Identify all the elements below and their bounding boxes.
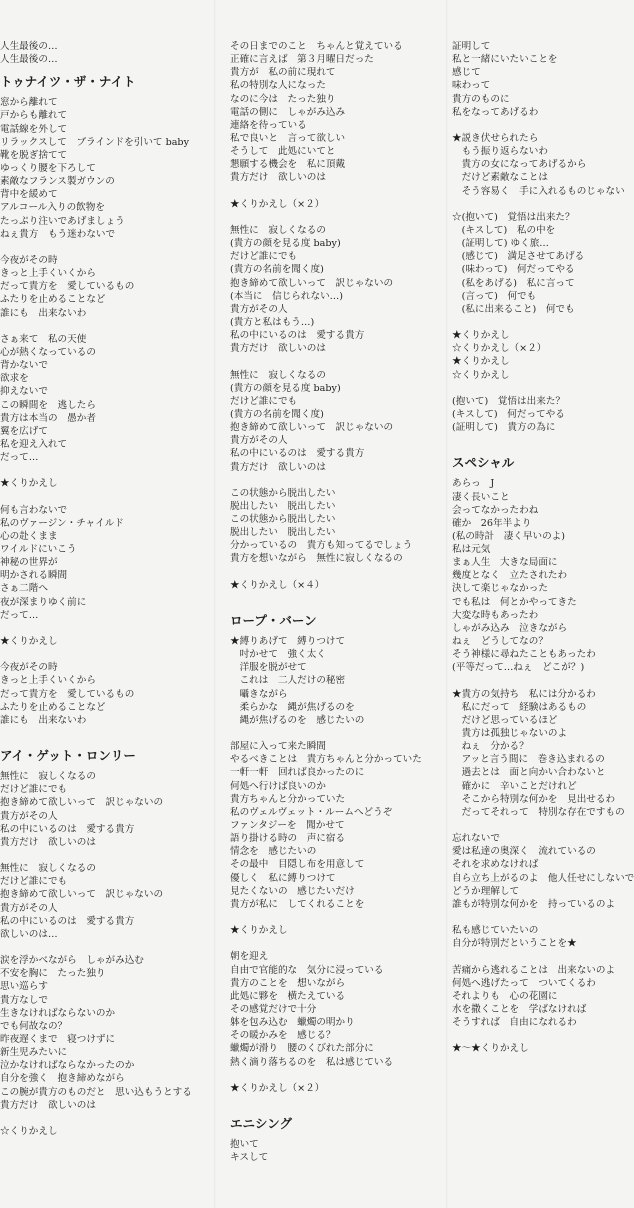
- lyric-line: ☆(抱いて) 覚悟は出来た？: [452, 211, 575, 223]
- lyric-line: だって貴方を 愛しているもの: [0, 688, 135, 700]
- lyric-line: 味わって: [452, 80, 491, 92]
- lyric-line: 貴方が 私の前に現れて: [230, 67, 336, 79]
- lyric-line: 背かないで: [0, 360, 48, 372]
- lyric-line: ☆くりかえし: [452, 369, 510, 381]
- lyric-line: 感じて: [452, 67, 481, 79]
- lyric-line: 貴方を想いながら 無性に寂しくなるの: [230, 553, 403, 565]
- lyric-line: ☆くりかえし: [0, 1125, 58, 1137]
- stanza-gap: [230, 911, 455, 924]
- lyric-line: さぁ来て 私の天使: [0, 333, 87, 345]
- lyric-line: 見たくないの 感じたいだけ: [230, 885, 355, 897]
- stanza-gap: [230, 474, 455, 487]
- lyric-line: (貴方の顔を見る度 baby): [230, 238, 341, 250]
- lyric-line: ☆くりかえし（×２）: [452, 343, 547, 355]
- lyric-line: (感じて) 満足させてあげる: [452, 251, 585, 263]
- lyric-line: 分かっているの 貴方も知ってるでしょう: [230, 540, 413, 552]
- lyric-line: (貴方の顔を見る度 baby): [230, 382, 341, 394]
- lyric-line: 泣かなければならなかったのか: [0, 1060, 135, 1072]
- song-title: アイ・ゲット・ロンリー: [0, 748, 136, 764]
- lyric-line: (証明して) 貴方の為に: [452, 422, 556, 434]
- lyric-line: それよりも 心の花園に: [452, 990, 558, 1002]
- lyric-line: 人生最後の…: [0, 41, 58, 52]
- lyric-line: だって貴方を 愛しているもの: [0, 281, 135, 293]
- lyric-line: 情念を 感じたいの: [230, 846, 317, 858]
- lyric-line: 抱いて: [230, 1139, 259, 1151]
- lyric-line: この状態から脱出したい: [230, 487, 336, 499]
- lyric-line: 何処へ行けば良いのか: [230, 780, 326, 792]
- lyric-line: ★くりかえし（×２）: [230, 198, 325, 210]
- lyric-line: ★くりかえし: [452, 330, 510, 342]
- lyric-line: 確か 26年半より: [452, 517, 532, 529]
- song-title: ロープ・バーン: [230, 613, 317, 629]
- lyric-line: 私は元気: [452, 544, 491, 556]
- lyric-line: 吋かせて 強く太く: [230, 649, 326, 661]
- lyric-line: 貴方だけ 欲しいのは: [230, 461, 326, 473]
- lyric-line: 苦痛から逃れることは 出来ないのよ: [452, 964, 616, 976]
- lyric-line: あらっ J: [452, 478, 495, 490]
- lyric-line: 思い巡らす: [0, 981, 48, 993]
- lyric-line: 抱き締めて欲しいって 訳じゃないの: [0, 797, 164, 809]
- lyric-line: さぁ二階へ: [0, 583, 48, 595]
- lyric-line: 私の中にいるのは 愛する貴方: [230, 448, 365, 460]
- lyric-line: 貴方なしで: [0, 994, 48, 1006]
- lyric-line: 過去とは 面と向かい合わないと: [452, 767, 606, 779]
- lyric-line: 私を迎え入れて: [0, 438, 68, 450]
- stanza-gap: [0, 320, 210, 333]
- lyric-line: この腕が貴方のものだと 思い込もうとする: [0, 1086, 192, 1098]
- lyric-line: だけど誰にでも: [0, 784, 68, 796]
- lyric-line: 貴方が私に してくれることを: [230, 898, 365, 910]
- song-title: スペシャル: [452, 455, 515, 471]
- stanza-gap: [230, 727, 455, 740]
- lyric-line: 私のヴェルヴェット・ルームへどうぞ: [230, 806, 393, 818]
- lyric-line: これは 二人だけの秘密: [230, 675, 346, 687]
- lyric-line: (貴方の名前を聞く度): [230, 408, 324, 420]
- lyric-line: 電話線を外して: [0, 123, 68, 135]
- lyric-line: しゃがみ込み 泣きながら: [452, 622, 568, 634]
- lyric-line: ★くりかえし（×２）: [230, 1082, 325, 1094]
- lyric-line: 昨夜遅くまで 寝つけずに: [0, 1033, 116, 1045]
- lyric-line: 抑えないで: [0, 386, 48, 398]
- stanza-gap: [452, 819, 600, 832]
- lyric-line: でも私は 何とかやってきた: [452, 596, 577, 608]
- lyric-line: (平等だって…ねぇ どこが？): [452, 662, 585, 674]
- lyric-line: 此処に夥を 横たえている: [230, 990, 346, 1002]
- lyric-line: そうすれば 自由になれるわ: [452, 1017, 577, 1029]
- lyric-line: ★くりかえし: [0, 636, 58, 648]
- lyric-line: 生きなければならないのか: [0, 1007, 116, 1019]
- lyric-line: 無性に 寂しくなるの: [0, 863, 96, 875]
- lyric-line: 大変な時もあったわ: [452, 609, 539, 621]
- lyric-line: 語り掛ける時の 声に宿る: [230, 833, 346, 845]
- lyric-line: それを求めなければ: [452, 859, 539, 871]
- lyric-line: ファンタジーを 聞かせて: [230, 820, 345, 832]
- lyric-line: だけど素敵なことは: [452, 172, 548, 184]
- lyric-line: 柔らかな 縄が焦げるのを: [230, 701, 355, 713]
- lyric-line: この瞬間を 逃したら: [0, 399, 96, 411]
- lyric-line: 貴方がその人: [0, 810, 58, 822]
- lyric-line: 自ら立ち上がるのよ 他人任せにしないで: [452, 872, 634, 884]
- stanza-gap: [230, 355, 455, 368]
- lyric-line: 脱出したい 脱出したい: [230, 527, 336, 539]
- lyric-line: 貴方だけ 欲しいのは: [0, 1099, 96, 1111]
- lyric-line: 自分を強く 抱き締めながら: [0, 1073, 125, 1085]
- lyric-line: そう容易く 手に入れるものじゃない: [452, 185, 625, 197]
- lyric-line: 洋服を脱がせて: [230, 662, 307, 674]
- lyric-line: なのに今は たった独り: [230, 93, 336, 105]
- lyric-line: 貴方だけ 欲しいのは: [230, 343, 326, 355]
- lyric-line: ★〜★くりかえし: [452, 1043, 529, 1055]
- stanza-gap: [0, 941, 210, 954]
- lyric-line: (貴方と私はもう…): [230, 316, 315, 328]
- lyric-line: その感覚だけで十分: [230, 1003, 317, 1015]
- lyric-line: 会ってなかったわね: [452, 504, 539, 516]
- lyric-line: 私をなってあげるわ: [452, 106, 539, 118]
- lyric-line: ★貴方の気持ち 私には分かるわ: [452, 688, 596, 700]
- song-title: エニシング: [230, 1116, 292, 1132]
- lyric-line: 縄が焦げるのを 感じたいの: [230, 714, 365, 726]
- lyric-line: 幾度となく 立たされたわ: [452, 570, 568, 582]
- stanza-gap: [452, 1029, 600, 1042]
- lyric-line: そうして 此処にいてと: [230, 146, 336, 158]
- lyric-line: 夜が深まりゆく前に: [0, 596, 87, 608]
- lyric-line: 部屋に入って来た瞬間: [230, 741, 326, 753]
- lyrics-column-2: [230, 40, 455, 1164]
- lyric-line: きっと上手くいくから: [0, 675, 96, 687]
- lyric-line: 素敵なフランス製ガウンの: [0, 176, 115, 188]
- lyric-line: (キスして) 何だってやる: [452, 408, 565, 420]
- stanza-gap: [452, 316, 600, 329]
- lyric-line: ★くりかえし（×４）: [230, 579, 325, 591]
- lyric-line: きっと上手くいくから: [0, 268, 96, 280]
- lyrics-column-3: [452, 40, 634, 1056]
- stanza-gap: [0, 464, 210, 477]
- stanza-gap: [452, 434, 600, 447]
- lyric-line: 抱き締めて欲しいって 訳じゃないの: [0, 889, 164, 901]
- page-fold-right: [446, 0, 448, 1208]
- stanza-gap: [230, 185, 455, 198]
- lyric-line: どうか理解して: [452, 885, 520, 897]
- lyric-line: 凄く長いこと: [452, 491, 510, 503]
- lyric-line: 貴方がその人: [230, 435, 288, 447]
- lyric-line: やるべきことは 貴方ちゃんと分かっていた: [230, 754, 422, 766]
- lyric-line: 私にだって 経験はあるもの: [452, 701, 587, 713]
- lyric-line: (私の時計 凄く早いのよ): [452, 530, 566, 542]
- lyric-line: 貴方がその人: [230, 303, 288, 315]
- lyric-line: 涙を浮かべながら しゃがみ込む: [0, 955, 144, 967]
- lyric-line: だけど誰にでも: [230, 251, 298, 263]
- lyric-line: 私のヴァージン・チャイルド: [0, 517, 124, 529]
- lyric-line: 優しく 私に縛りつけて: [230, 872, 336, 884]
- lyric-line: 懇願する機会を 私に頂戴: [230, 159, 346, 171]
- lyric-line: 抱き締めて欲しいって 訳じゃないの: [230, 277, 394, 289]
- lyric-line: ねぇ 分かる？: [452, 741, 529, 753]
- lyric-line: その日までのこと ちゃんと覚えている: [230, 41, 403, 52]
- stanza-gap: [230, 592, 455, 605]
- lyric-line: ★説き伏せられたら: [452, 132, 539, 144]
- lyric-line: 連絡を待っている: [230, 119, 307, 131]
- lyric-line: 靴を脱ぎ捨てて: [0, 149, 68, 161]
- lyric-line: 愛は私達の奥深く 流れているの: [452, 846, 596, 858]
- lyric-line: 今夜がその時: [0, 254, 58, 266]
- lyric-line: そう神様に尋ねたこともあったわ: [452, 649, 596, 661]
- lyrics-column-1: [0, 40, 210, 1138]
- lyric-line: 貴方がその人: [0, 902, 58, 914]
- lyric-line: そこから特別な何かを 見出せるわ: [452, 793, 616, 805]
- lyric-line: 決して楽じゃなかった: [452, 583, 548, 595]
- lyric-line: 水を撒くことを 学ばなければ: [452, 1003, 587, 1015]
- stanza-gap: [452, 950, 600, 963]
- lyric-line: 貴方だけ 欲しいのは: [230, 172, 326, 184]
- lyric-line: 私の中にいるのは 愛する貴方: [0, 823, 135, 835]
- lyric-line: 翼を広げて: [0, 425, 48, 437]
- stanza-gap: [0, 241, 210, 254]
- lyric-line: 蠟燭が滑り 腰のくびれた部分に: [230, 1043, 374, 1055]
- lyric-line: 背中を緩めて: [0, 189, 58, 201]
- lyric-line: (味わって) 何だってやる: [452, 264, 575, 276]
- lyric-line: 貴方だけ 欲しいのは: [0, 836, 96, 848]
- lyric-line: 貴方のことを 想いながら: [230, 977, 346, 989]
- lyric-line: ゆっくり腰を下ろして: [0, 162, 96, 174]
- lyric-line: だけど思っているほど: [452, 714, 558, 726]
- lyric-line: 熱く滴り落ちるのを 私は感じている: [230, 1056, 394, 1068]
- stanza-gap: [452, 119, 600, 132]
- stanza-gap: [0, 622, 210, 635]
- lyric-line: 貴方は本当の 愚か者: [0, 412, 96, 424]
- lyric-line: ワイルドにいこう: [0, 544, 77, 556]
- stanza-gap: [0, 648, 210, 661]
- lyric-line: ふたりを止めることなど: [0, 701, 106, 713]
- lyric-line: 証明して: [452, 41, 491, 52]
- stanza-gap: [230, 1069, 455, 1082]
- lyric-line: ねぇ貴方 もう迷わないで: [0, 228, 116, 240]
- lyric-line: たっぷり注いであげましょう: [0, 215, 125, 227]
- lyric-line: だってそれって 特別な存在ですもの: [452, 806, 625, 818]
- lyric-line: 何処へ逃げたって ついてくるわ: [452, 977, 596, 989]
- lyric-line: 今夜がその時: [0, 662, 58, 674]
- lyric-line: でも何故なの？: [0, 1020, 68, 1032]
- lyric-line: 私の中にいるのは 愛する貴方: [230, 330, 365, 342]
- lyric-line: だって…: [0, 452, 39, 464]
- lyric-line: 貴方のものに: [452, 93, 510, 105]
- lyric-line: (抱いて) 覚悟は出来た？: [452, 395, 566, 407]
- lyric-line: 私の特別な人になった: [230, 80, 326, 92]
- lyric-line: 貴方は孤独じゃないのよ: [452, 728, 568, 740]
- lyric-line: 私と一緒にいたいことを: [452, 54, 558, 66]
- lyric-line: だけど誰にでも: [0, 876, 68, 888]
- lyric-line: 無性に 寂しくなるの: [230, 369, 326, 381]
- lyric-line: 誰にも 出来ないわ: [0, 714, 87, 726]
- lyric-line: 新生児みたいに: [0, 1047, 68, 1059]
- lyric-line: 心が熱くなっているの: [0, 346, 96, 358]
- stanza-gap: [230, 211, 455, 224]
- lyric-line: ★くりかえし: [452, 356, 510, 368]
- lyric-line: その最中 目隠し布を用意して: [230, 859, 365, 871]
- lyric-line: だけど誰にでも: [230, 395, 298, 407]
- lyric-line: ★くりかえし: [230, 925, 288, 937]
- lyric-line: 朝を迎え: [230, 951, 269, 963]
- lyric-line: 誰もが特別な何かを 持っているのよ: [452, 898, 616, 910]
- lyric-line: 不安を胸に たった独り: [0, 968, 106, 980]
- lyric-line: アッと言う間に 巻き込まれるの: [452, 754, 605, 766]
- lyric-line: 電話の側に しゃがみ込み: [230, 106, 346, 118]
- lyric-line: 欲しいのは…: [0, 928, 58, 940]
- lyric-line: その暖かみを 感じる？: [230, 1030, 336, 1042]
- lyric-line: 貴方の女になってあげるから: [452, 159, 587, 171]
- lyric-line: 心の赴くまま: [0, 530, 58, 542]
- lyric-line: 誰にも 出来ないわ: [0, 307, 87, 319]
- lyric-line: (私をあげる) 私に言って: [452, 277, 575, 289]
- lyric-line: 人生最後の…: [0, 54, 58, 66]
- lyric-line: (私に出来ること) 何でも: [452, 303, 575, 315]
- stanza-gap: [230, 937, 455, 950]
- lyric-line: 自分が特別だということを★: [452, 938, 577, 950]
- stanza-gap: [0, 727, 210, 740]
- stanza-gap: [452, 911, 600, 924]
- lyric-line: 欲求を: [0, 373, 29, 385]
- lyric-line: (言って) 何でも: [452, 290, 537, 302]
- lyric-line: 正確に言えば 第３月曜日だった: [230, 54, 374, 66]
- stanza-gap: [452, 198, 600, 211]
- lyric-line: 躰を包み込む 蠟燭の明かり: [230, 1017, 355, 1029]
- lyric-line: もう振り返らないわ: [452, 146, 548, 158]
- stanza-gap: [230, 1095, 455, 1108]
- lyric-line: 私の中にいるのは 愛する貴方: [0, 915, 135, 927]
- lyric-line: 忘れないで: [452, 833, 500, 845]
- lyric-line: だって…: [0, 609, 39, 621]
- lyric-line: アルコール入りの飲物を: [0, 202, 105, 214]
- lyric-line: 脱出したい 脱出したい: [230, 500, 336, 512]
- page-fold-left: [214, 0, 216, 1208]
- lyric-line: ふたりを止めることなど: [0, 294, 106, 306]
- lyric-line: (本当に 信じられない…): [230, 290, 344, 302]
- song-title: トゥナイツ・ザ・ナイト: [0, 74, 136, 90]
- lyric-line: (貴方の名前を聞く度): [230, 264, 324, 276]
- stanza-gap: [0, 849, 210, 862]
- lyric-line: 窓から離れて: [0, 97, 58, 109]
- lyric-line: 一軒一軒 回れば良かったのに: [230, 767, 365, 779]
- lyric-line: 自由で官能的な 気分に浸っている: [230, 964, 384, 976]
- lyric-line: 私も感じていたいの: [452, 925, 539, 937]
- lyric-line: 無性に 寂しくなるの: [0, 771, 96, 783]
- stanza-gap: [452, 382, 600, 395]
- lyric-line: 私で良いと 言って欲しい: [230, 132, 346, 144]
- lyric-line: 無性に 寂しくなるの: [230, 224, 326, 236]
- lyric-line: ねぇ どうしてなの？: [452, 636, 548, 648]
- lyric-line: 貴方ちゃんと分かっていた: [230, 793, 346, 805]
- lyric-line: 戸からも離れて: [0, 110, 68, 122]
- lyric-line: ★縛りあげて 縛りつけて: [230, 636, 346, 648]
- lyric-line: リラックスして ブラインドを引いて baby: [0, 136, 189, 148]
- stanza-gap: [0, 1112, 210, 1125]
- lyric-line: (証明して) ゆく旅…: [452, 238, 549, 250]
- stanza-gap: [230, 566, 455, 579]
- lyric-line: 明かされる瞬間: [0, 570, 68, 582]
- lyric-line: まぁ人生 大きな局面に: [452, 557, 558, 569]
- stanza-gap: [452, 674, 600, 687]
- lyric-line: 囁きながら: [230, 688, 288, 700]
- lyric-line: (キスして) 私の中を: [452, 224, 556, 236]
- lyric-line: 確かに 辛いことだけれど: [452, 780, 577, 792]
- lyric-line: 何も言わないで: [0, 504, 68, 516]
- lyric-line: 神秘の世界が: [0, 557, 58, 569]
- lyric-line: 抱き締めて欲しいって 訳じゃないの: [230, 422, 394, 434]
- stanza-gap: [0, 491, 210, 504]
- lyric-line: ★くりかえし: [0, 478, 58, 490]
- lyric-line: キスして: [230, 1152, 269, 1164]
- lyric-line: この状態から脱出したい: [230, 514, 336, 526]
